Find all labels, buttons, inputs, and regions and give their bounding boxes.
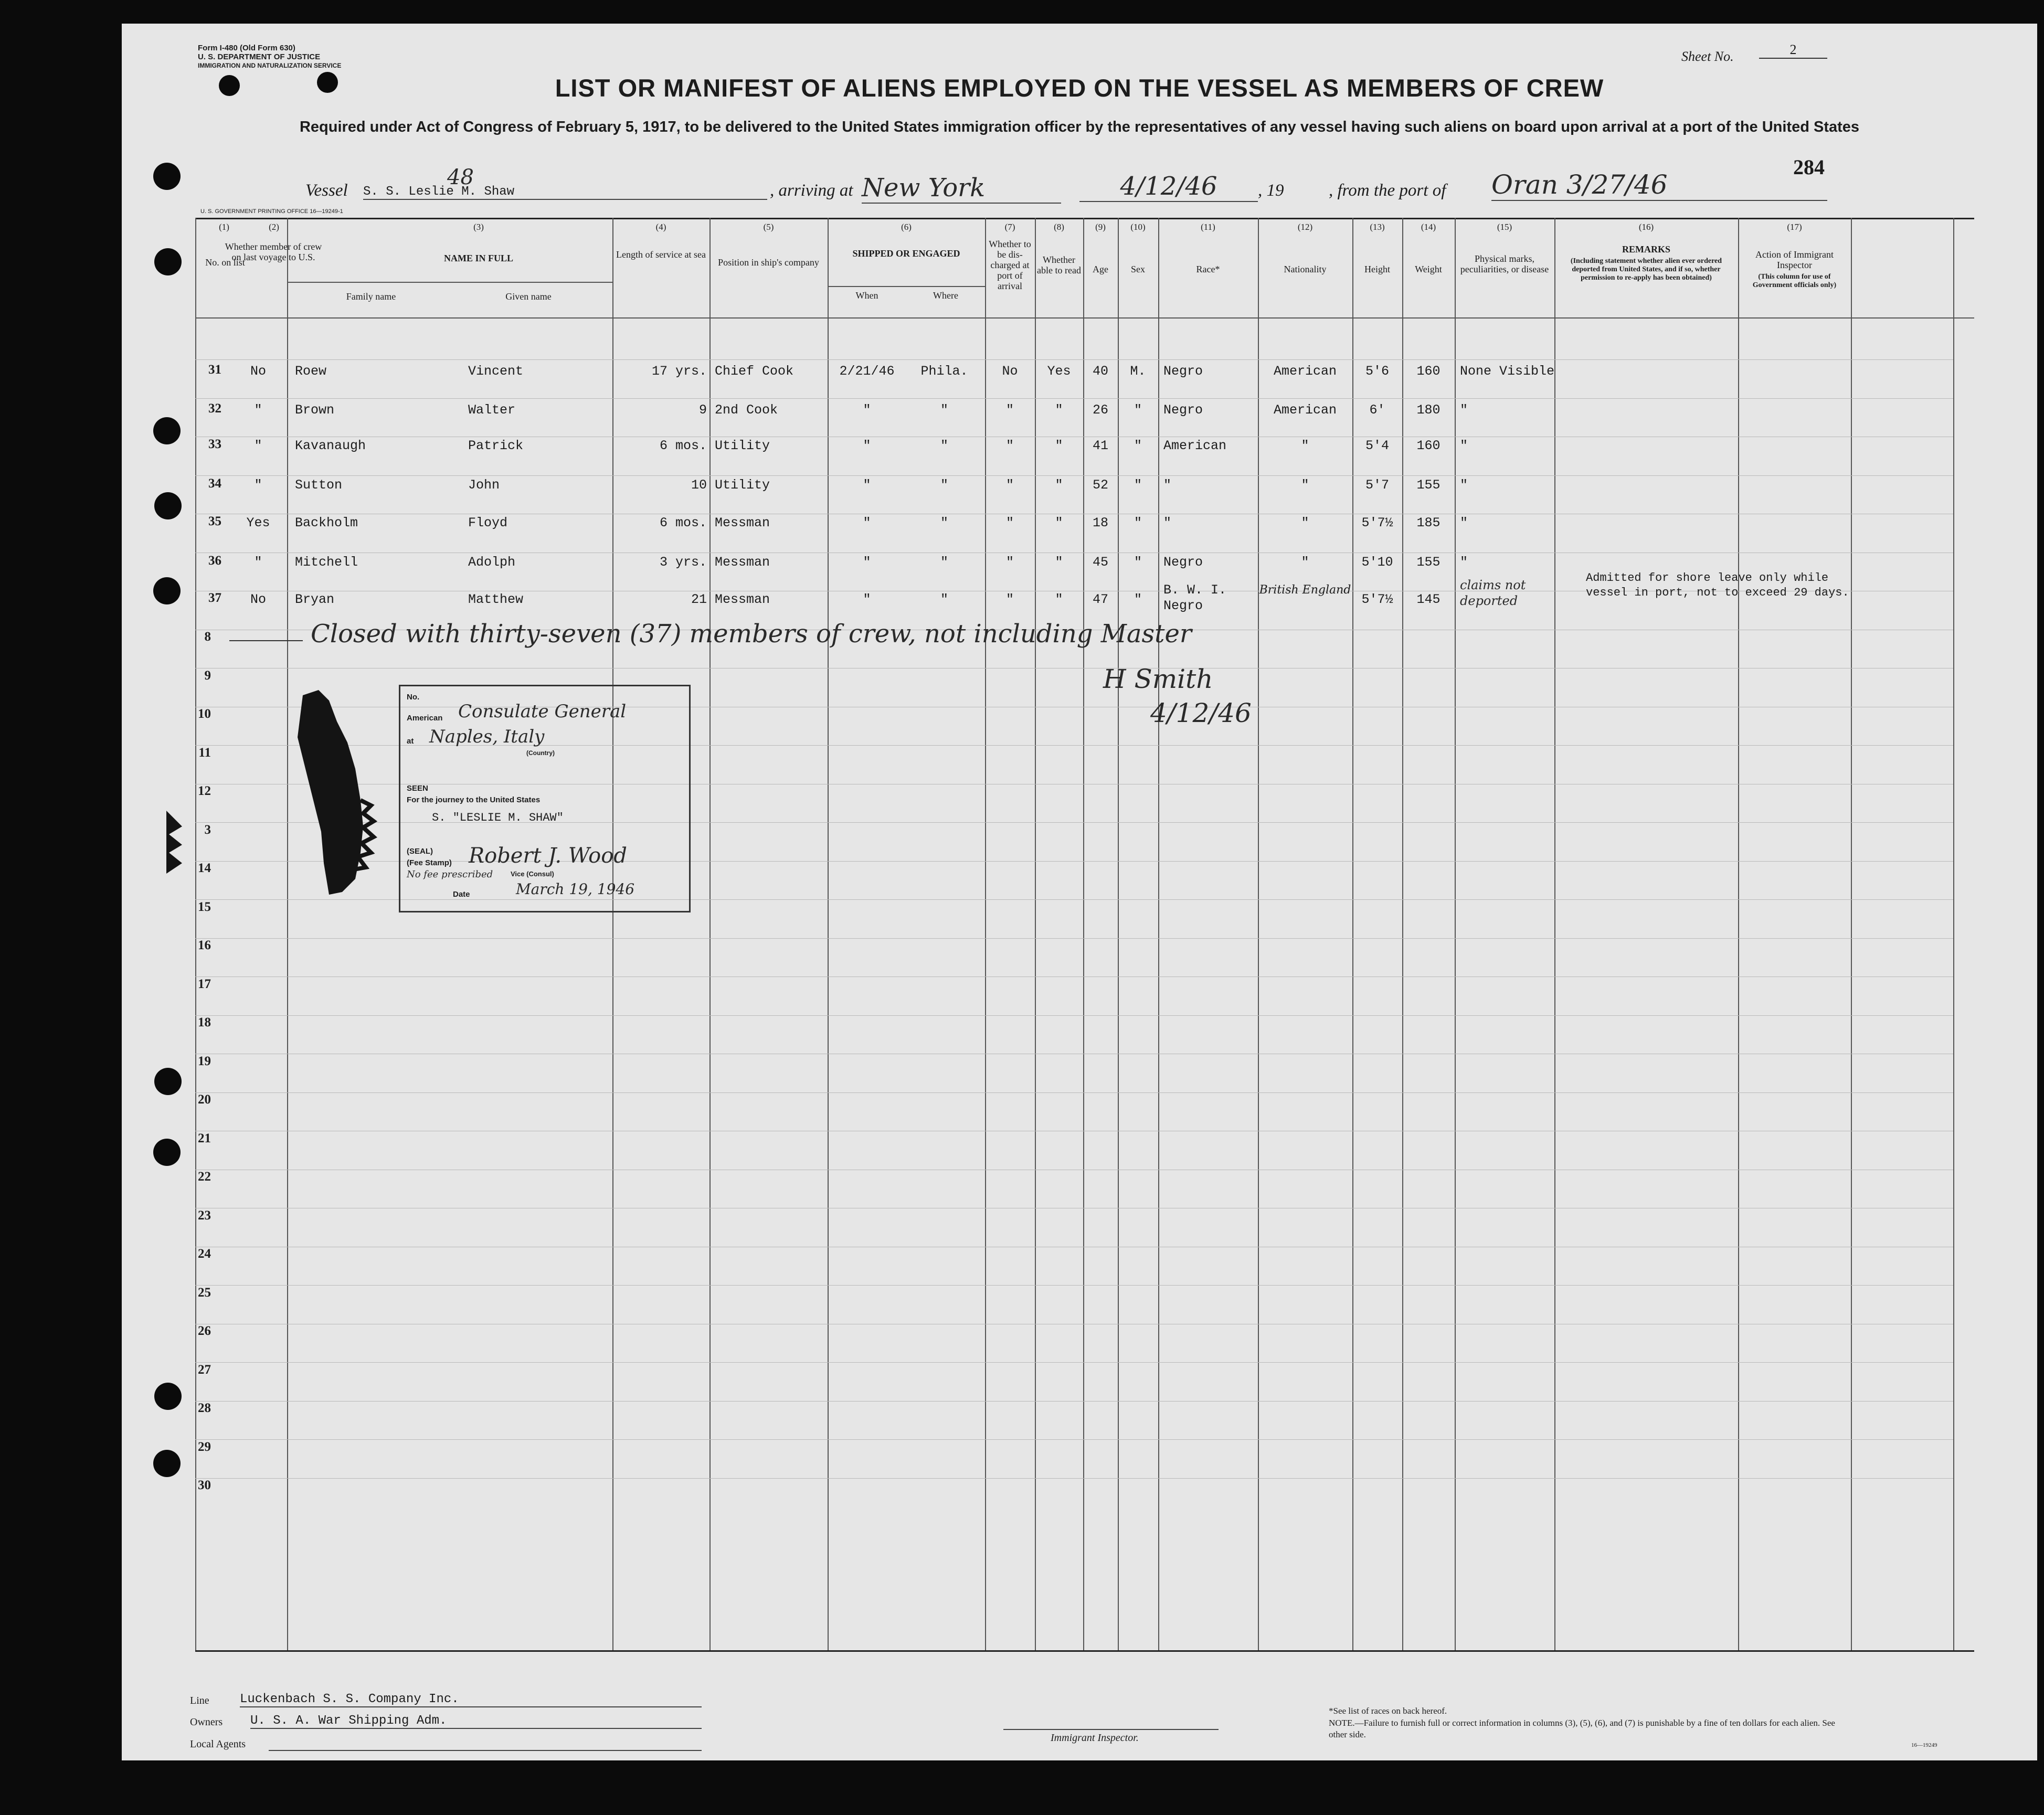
from-port-label: , from the port of	[1329, 181, 1446, 200]
cell-race: "	[1163, 477, 1172, 493]
stamp-consul-label: Vice (Consul)	[511, 870, 554, 878]
cell-discharged: "	[1005, 515, 1014, 530]
col-5-header: Position in ship's company	[718, 257, 819, 268]
row-rule	[195, 1285, 1953, 1286]
cell-marks: "	[1460, 555, 1468, 570]
cell-sex: "	[1134, 515, 1142, 530]
cell-given: Adolph	[468, 555, 516, 570]
form-number: Form I-480 (Old Form 630)	[198, 44, 295, 52]
cell-height: 5'6	[1365, 364, 1389, 379]
cell-nationality: British England	[1259, 583, 1351, 597]
cell-race: B. W. I. Negro	[1163, 582, 1227, 613]
empty-row-number: 28	[198, 1401, 211, 1415]
cell-sex: "	[1134, 555, 1142, 570]
arrival-port: New York	[862, 173, 1061, 204]
col-16-number: (16)	[1638, 222, 1654, 232]
col-9-header: Age	[1093, 264, 1108, 274]
cell-prev: Yes	[246, 515, 270, 530]
col-8-header: Whether able to read	[1037, 254, 1081, 275]
row-rule	[195, 1478, 1953, 1479]
col-2-number: (2)	[269, 222, 279, 232]
cell-prev: No	[250, 364, 266, 379]
immigrant-inspector-label: Immigrant Inspector.	[1051, 1732, 1139, 1744]
empty-row-number: 26	[198, 1324, 211, 1338]
cell-when: "	[863, 555, 871, 570]
stamp-date-label: Date	[453, 890, 470, 899]
cell-service: 3 yrs.	[659, 555, 707, 570]
empty-row-number: 24	[198, 1247, 211, 1261]
empty-row-number: 25	[198, 1285, 211, 1300]
given-name-header: Given name	[505, 291, 552, 302]
col-11-header: Race*	[1196, 264, 1220, 274]
row-number: 37	[208, 591, 221, 605]
col-16-subnote: (Including statement whether alien ever ordered deported from United States, and if so, whether permission to re-apply has been obtained)	[1570, 257, 1722, 282]
footer-code: 16—19249	[1911, 1742, 1937, 1748]
cell-prev: "	[254, 402, 262, 418]
cell-weight: 145	[1416, 592, 1441, 607]
year-label: , 19	[1258, 181, 1284, 200]
stamp-seal-label: (SEAL)	[407, 847, 433, 856]
cell-weight: 155	[1416, 555, 1441, 570]
footer-owners-label: Owners	[190, 1716, 223, 1728]
empty-row-number: 29	[198, 1439, 211, 1454]
races-note: *See list of races on back hereof.	[1329, 1706, 1447, 1716]
punch-hole	[153, 1139, 181, 1166]
cell-given: Matthew	[468, 592, 524, 607]
seal-edge-mark	[164, 811, 185, 874]
cell-given: John	[468, 477, 500, 493]
empty-row-number: 11	[198, 745, 211, 760]
footer-agents-label: Local Agents	[190, 1738, 246, 1750]
cell-weight: 160	[1416, 364, 1441, 379]
row-number: 35	[208, 514, 221, 528]
empty-row-number: 18	[198, 1015, 211, 1029]
cell-read: "	[1055, 402, 1063, 418]
empty-row-number: 14	[198, 861, 211, 875]
consular-stamp	[399, 685, 691, 912]
stamp-signature: Robert J. Wood	[469, 844, 627, 868]
col-17-subnote: (This column for use of Government officials only)	[1752, 273, 1837, 289]
arriving-label: , arriving at	[770, 181, 853, 200]
vessel-name: S. S. Leslie M. Shaw	[363, 185, 767, 200]
cell-discharged: "	[1005, 592, 1014, 607]
cell-marks: claims not deported	[1460, 578, 1526, 608]
cell-sex: "	[1134, 592, 1142, 607]
stamp-date: March 19, 1946	[516, 880, 635, 898]
cell-family: Kavanaugh	[295, 438, 366, 453]
cell-read: "	[1055, 438, 1063, 453]
cell-prev: No	[250, 592, 266, 607]
cell-weight: 185	[1416, 515, 1441, 530]
row-number: 34	[208, 476, 221, 491]
where-header: Where	[933, 290, 958, 301]
cell-position: Chief Cook	[715, 364, 794, 379]
col-4-number: (4)	[655, 222, 666, 232]
cell-when: "	[863, 438, 871, 453]
cell-marks: "	[1460, 477, 1468, 493]
cell-nationality: "	[1301, 438, 1309, 453]
col-5-number: (5)	[763, 222, 774, 232]
col-13-header: Height	[1364, 264, 1390, 274]
closing-note: Closed with thirty-seven (37) members of crew, not including Master	[311, 619, 1192, 649]
empty-row-number: 30	[198, 1478, 211, 1492]
cell-read: "	[1055, 515, 1063, 530]
cell-age: 40	[1092, 364, 1108, 379]
cell-family: Sutton	[295, 477, 343, 493]
col-14-number: (14)	[1421, 222, 1436, 232]
cell-weight: 155	[1416, 477, 1441, 493]
cell-where: "	[940, 402, 948, 418]
cell-position: Messman	[715, 515, 770, 530]
department: U. S. DEPARTMENT OF JUSTICE	[198, 52, 321, 61]
row-rule	[195, 1015, 1953, 1016]
document-title: LIST OR MANIFEST OF ALIENS EMPLOYED ON THE VESSEL AS MEMBERS OF CREW	[555, 74, 1604, 102]
row-rule	[195, 1092, 1953, 1093]
cell-service: 21	[691, 592, 707, 607]
cell-read: "	[1055, 477, 1063, 493]
col-3-header: NAME IN FULL	[443, 253, 513, 263]
manifest-page	[122, 24, 2037, 1760]
cell-marks: "	[1460, 515, 1468, 530]
row-rule	[195, 1362, 1953, 1363]
col-1-header: No. on list	[205, 257, 245, 268]
cell-family: Brown	[295, 402, 335, 418]
footer-line-label: Line	[190, 1695, 209, 1706]
cell-position: Utility	[715, 438, 770, 453]
cell-position: Messman	[715, 592, 770, 607]
cell-marks: "	[1460, 438, 1468, 453]
col-6-number: (6)	[901, 222, 912, 232]
footer-legal-note: NOTE.—Failure to furnish full or correct information in columns (3), (5), (6), and (7) is punishable by a fine of ten dollars for each alien. See other side.	[1329, 1718, 1835, 1739]
cell-where: "	[940, 438, 948, 453]
cell-height: 6'	[1369, 402, 1385, 418]
empty-row-number: 12	[198, 784, 211, 798]
cell-nationality: "	[1301, 477, 1309, 493]
cell-prev: "	[254, 438, 262, 453]
cell-service: 10	[691, 477, 707, 493]
stamp-american-label: American	[407, 714, 443, 723]
stamp-fee-note: No fee prescribed	[407, 869, 493, 880]
cell-age: 41	[1092, 438, 1108, 453]
when-header: When	[855, 290, 878, 301]
punch-hole	[153, 1450, 181, 1477]
cell-when: "	[863, 402, 871, 418]
footer-owners-value: U. S. A. War Shipping Adm.	[250, 1714, 702, 1729]
cell-weight: 180	[1416, 402, 1441, 418]
col-13-number: (13)	[1370, 222, 1385, 232]
punch-hole	[154, 492, 182, 519]
punch-hole	[154, 1068, 182, 1095]
cell-sex: "	[1134, 477, 1142, 493]
vessel-label: Vessel	[305, 181, 348, 200]
cell-family: Bryan	[295, 592, 335, 607]
cell-prev: "	[254, 477, 262, 493]
cell-age: 26	[1092, 402, 1108, 418]
cell-read: "	[1055, 555, 1063, 570]
cell-service: 9	[698, 402, 707, 418]
empty-row-number: 17	[198, 977, 211, 991]
empty-row-number: 9	[204, 668, 211, 683]
empty-row-number: 3	[204, 822, 211, 837]
col-11-number: (11)	[1201, 222, 1215, 232]
col-12-header: Nationality	[1284, 264, 1327, 274]
service-name: IMMIGRATION AND NATURALIZATION SERVICE	[198, 62, 342, 69]
row-rule	[195, 1401, 1953, 1402]
cell-service: 6 mos.	[659, 515, 707, 530]
cell-position: Utility	[715, 477, 770, 493]
footer-line-value: Luckenbach S. S. Company Inc.	[240, 1692, 702, 1707]
col-8-number: (8)	[1054, 222, 1064, 232]
col-14-header: Weight	[1415, 264, 1442, 274]
col-10-number: (10)	[1130, 222, 1146, 232]
cell-race: Negro	[1163, 402, 1203, 418]
cell-when: "	[863, 477, 871, 493]
family-name-header: Family name	[346, 291, 396, 302]
col-9-number: (9)	[1095, 222, 1106, 232]
cell-discharged: "	[1005, 477, 1014, 493]
cell-race: Negro	[1163, 555, 1203, 570]
cell-given: Vincent	[468, 364, 524, 379]
cell-discharged: "	[1005, 555, 1014, 570]
cell-weight: 160	[1416, 438, 1441, 453]
cell-sex: "	[1134, 438, 1142, 453]
col-7-number: (7)	[1004, 222, 1015, 232]
col-17-number: (17)	[1787, 222, 1802, 232]
cell-race: American	[1163, 438, 1227, 453]
row-number: 36	[208, 554, 221, 568]
cell-given: Walter	[468, 402, 516, 418]
stamp-no-label: No.	[407, 693, 420, 702]
col-6-header: SHIPPED OR ENGAGED	[852, 248, 960, 259]
sheet-number: 2	[1759, 42, 1827, 59]
cell-family: Backholm	[295, 515, 358, 530]
cell-read: Yes	[1047, 364, 1071, 379]
stamp-at-label: at	[407, 737, 414, 746]
vessel-number: 48	[447, 165, 474, 189]
row-rule	[195, 475, 1953, 476]
stamp-journey-label: For the journey to the United States	[407, 795, 541, 804]
cell-where: Phila.	[920, 364, 968, 379]
stamp-ship: S. "LESLIE M. SHAW"	[432, 811, 564, 824]
punch-hole	[153, 577, 181, 604]
col-3-number: (3)	[473, 222, 484, 232]
cell-discharged: "	[1005, 438, 1014, 453]
signature-date: 4/12/46	[1150, 698, 1252, 728]
stamp-consulate: Consulate General	[458, 701, 627, 722]
cell-marks: None Visible	[1460, 364, 1555, 379]
row-rule	[195, 938, 1953, 939]
cell-given: Patrick	[468, 438, 524, 453]
cell-where: "	[940, 515, 948, 530]
cell-remarks: Admitted for shore leave only while vessel in port, not to exceed 29 days.	[1586, 571, 1849, 599]
cell-nationality: American	[1273, 402, 1337, 418]
col-2-header: Whether member of crew on last voyage to U.S.	[225, 241, 322, 262]
signature-name: H Smith	[1103, 664, 1213, 694]
stamp-fee-label: (Fee Stamp)	[407, 858, 452, 867]
empty-row-number: 20	[198, 1092, 211, 1107]
empty-row-number: 22	[198, 1170, 211, 1184]
cell-nationality: "	[1301, 515, 1309, 530]
empty-row-number: 19	[198, 1054, 211, 1068]
page-number: 284	[1793, 155, 1825, 179]
col-17-header: Action of Immigrant Inspector	[1755, 249, 1834, 270]
cell-where: "	[940, 555, 948, 570]
cell-marks: "	[1460, 402, 1468, 418]
cell-height: 5'7½	[1361, 515, 1393, 530]
row-number: 32	[208, 401, 221, 416]
cell-nationality: American	[1273, 364, 1337, 379]
empty-row-number: 23	[198, 1208, 211, 1223]
cell-sex: M.	[1130, 364, 1146, 379]
cell-age: 45	[1092, 555, 1108, 570]
cell-when: "	[863, 515, 871, 530]
row-rule	[195, 398, 1953, 399]
col-10-header: Sex	[1131, 264, 1145, 274]
col-7-header: Whether to be dis-charged at port of arrival	[989, 239, 1031, 291]
cell-race: "	[1163, 515, 1172, 530]
cell-height: 5'7	[1365, 477, 1389, 493]
cell-when: 2/21/46	[839, 364, 895, 379]
stamp-seen-label: SEEN	[407, 784, 428, 793]
row-rule	[195, 1439, 1953, 1440]
cell-height: 5'4	[1365, 438, 1389, 453]
empty-row-number: 8	[204, 630, 211, 644]
col-1-number: (1)	[219, 222, 229, 232]
cell-nationality: "	[1301, 555, 1309, 570]
stamp-country-label: (Country)	[526, 749, 555, 757]
stamp-location: Naples, Italy	[429, 726, 545, 747]
punch-hole	[153, 163, 181, 190]
cell-sex: "	[1134, 402, 1142, 418]
sheet-label: Sheet No.	[1681, 49, 1734, 64]
col-16-header: REMARKS	[1622, 244, 1670, 254]
cell-race: Negro	[1163, 364, 1203, 379]
document-subtitle: Required under Act of Congress of February 5, 1917, to be delivered to the United States immigration officer by the representatives of any vessel having such aliens on board upon arrival at a port of the United States	[299, 119, 1860, 135]
cell-height: 5'10	[1361, 555, 1393, 570]
col-4-header: Length of service at sea	[616, 249, 706, 260]
cell-where: "	[940, 592, 948, 607]
cell-position: 2nd Cook	[715, 402, 778, 418]
col-15-header: Physical marks, peculiarities, or disease	[1460, 253, 1549, 274]
cell-given: Floyd	[468, 515, 508, 530]
cell-family: Roew	[295, 364, 327, 379]
cell-age: 18	[1092, 515, 1108, 530]
embossed-seal	[287, 690, 382, 900]
cell-age: 47	[1092, 592, 1108, 607]
departure-port: Oran 3/27/46	[1491, 169, 1827, 201]
punch-hole	[154, 248, 182, 275]
cell-service: 6 mos.	[659, 438, 707, 453]
row-rule	[195, 359, 1953, 360]
row-number: 31	[208, 363, 221, 377]
punch-hole	[153, 417, 181, 444]
cell-family: Mitchell	[295, 555, 358, 570]
printing-office: U. S. GOVERNMENT PRINTING OFFICE 16—19249-1	[200, 208, 343, 215]
empty-row-number: 27	[198, 1362, 211, 1377]
col-15-number: (15)	[1497, 222, 1512, 232]
cell-when: "	[863, 592, 871, 607]
cell-where: "	[940, 477, 948, 493]
cell-prev: "	[254, 555, 262, 570]
empty-row-number: 21	[198, 1131, 211, 1145]
cell-age: 52	[1092, 477, 1108, 493]
cell-position: Messman	[715, 555, 770, 570]
empty-row-number: 15	[198, 899, 211, 914]
cell-service: 17 yrs.	[651, 364, 707, 379]
cell-discharged: "	[1005, 402, 1014, 418]
arrival-date: 4/12/46	[1079, 172, 1258, 202]
row-number: 33	[208, 437, 221, 451]
punch-hole	[154, 1383, 182, 1410]
cell-read: "	[1055, 592, 1063, 607]
empty-row-number: 16	[198, 938, 211, 952]
cell-height: 5'7½	[1361, 592, 1393, 607]
empty-row-number: 10	[198, 707, 211, 721]
cell-discharged: No	[1002, 364, 1018, 379]
col-12-number: (12)	[1297, 222, 1313, 232]
